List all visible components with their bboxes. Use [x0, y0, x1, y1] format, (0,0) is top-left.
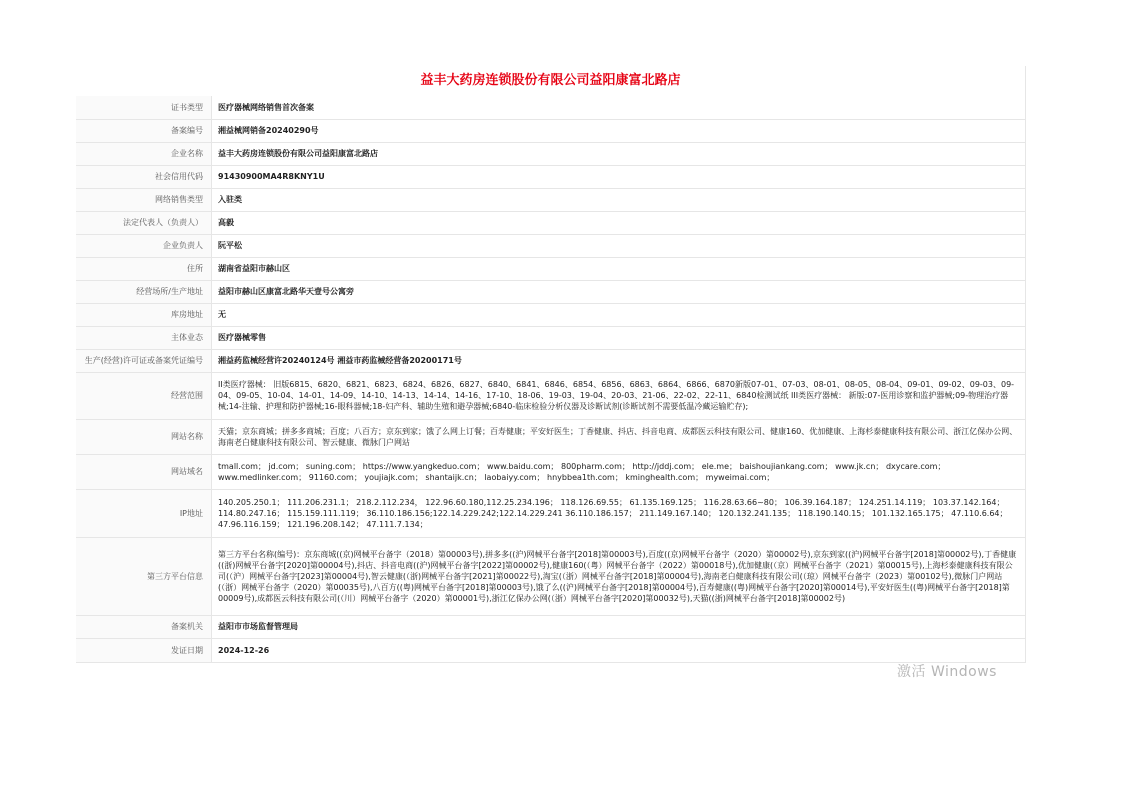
table-row: [76, 119, 1026, 142]
row-value: 医疗器械网络销售首次备案: [212, 96, 1026, 119]
info-table: [76, 96, 1026, 663]
row-label: 法定代表人（负责人）: [76, 211, 212, 234]
row-value: 益阳市赫山区康富北路华天壹号公寓旁: [212, 280, 1026, 303]
row-label: 企业名称: [76, 142, 212, 165]
table-row: [76, 537, 1026, 615]
table-row: [76, 454, 1026, 489]
row-value: 91430900MA4R8KNY1U: [212, 165, 1026, 188]
row-label: 网络销售类型: [76, 188, 212, 211]
table-row: [76, 188, 1026, 211]
table-row: [76, 280, 1026, 303]
table-row: [76, 257, 1026, 280]
row-label: 网站域名: [76, 454, 212, 489]
table-row: [76, 419, 1026, 454]
table-row: [76, 96, 1026, 119]
row-label: 社会信用代码: [76, 165, 212, 188]
row-value: 益阳市市场监督管理局: [212, 615, 1026, 638]
row-label: 住所: [76, 257, 212, 280]
row-value: 天猫；京东商城；拼多多商城；百度；八百方；京东到家；饿了么网上订餐；百寿健康；平安好医生；丁香健康、抖店、抖音电商、成都医云科技有限公司、健康160、优加健康、上海杉泰健康科技有限公司、浙江亿保办公网、海南老白健康科技有限公司、智云健康、微脉门户网站: [212, 419, 1026, 454]
table-row: [76, 349, 1026, 372]
row-label: 经营范围: [76, 372, 212, 419]
row-label: 主体业态: [76, 326, 212, 349]
row-value: 高毅: [212, 211, 1026, 234]
row-value: tmall.com； jd.com； suning.com； https://www.yangkeduo.com； www.baidu.com； 800pharm.com； http://jddj.com； ele.me； baishoujiankang.com； www.jk.cn； dxycare.com； www.medlinker.com； 91160.com； youjiajk.com； shantaijk.cn； laobaiyy.com； hnybbea1th.com； kminghealth.com； myweimai.com；: [212, 454, 1026, 489]
row-label: 第三方平台信息: [76, 537, 212, 615]
table-row: [76, 142, 1026, 165]
row-label: 发证日期: [76, 638, 212, 662]
row-value: 医疗器械零售: [212, 326, 1026, 349]
row-value: 140.205.250.1； 111.206.231.1； 218.2.112.234， 122.96.60.180,112.25.234.196； 118.126.69.55； 61.135.169.125； 116.28.63.66~80； 106.39.164.187； 124.251.14.119； 103.37.142.164； 114.80.247.16； 115.159.111.119； 36.110.186.156;122.14.229.242;122.14.229.241 36.110.186.157； 211.149.167.140； 120.132.241.135； 118.190.140.15； 101.132.165.175； 47.110.6.64； 47.96.116.159； 121.196.208.142； 47.111.7.134；: [212, 489, 1026, 537]
row-label: 经营场所/生产地址: [76, 280, 212, 303]
row-value: II类医疗器械： 旧版6815、6820、6821、6823、6824、6826、6827、6840、6841、6846、6854、6856、6863、6864、6866、6870新版07-01、07-03、08-01、08-05、08-04、09-01、09-02、09-03、09-04、09-05、10-04、14-01、14-09、14-10、14-13、14-14、14-16、17-10、18-06、19-03、19-04、20-03、21-06、22-02、22-11、6840检测试纸 III类医疗器械： 新版:07-医用诊察和监护器械;09-物理治疗器械;14-注输、护理和防护器械;16-眼科器械;18-妇产科、辅助生殖和避孕器械;6840-临床检验分析仪器及诊断试剂(诊断试剂不需要低温冷藏运输贮存);: [212, 372, 1026, 419]
row-label: 生产(经营)许可证或备案凭证编号: [76, 349, 212, 372]
row-value: 湘益药监械经营许20240124号 湘益市药监械经营备20200171号: [212, 349, 1026, 372]
row-value: 湘益械网销备20240290号: [212, 119, 1026, 142]
windows-activation-watermark: 激活 Windows: [897, 664, 997, 680]
row-label: IP地址: [76, 489, 212, 537]
table-row: [76, 303, 1026, 326]
row-label: 企业负责人: [76, 234, 212, 257]
table-row: [76, 326, 1026, 349]
row-label: 库房地址: [76, 303, 212, 326]
row-value: 入驻类: [212, 188, 1026, 211]
row-label: 证书类型: [76, 96, 212, 119]
table-row: [76, 372, 1026, 419]
table-row: [76, 489, 1026, 537]
row-label: 网站名称: [76, 419, 212, 454]
table-row: [76, 638, 1026, 662]
table-row: [76, 211, 1026, 234]
table-row: [76, 615, 1026, 638]
row-value: 无: [212, 303, 1026, 326]
row-value: 益丰大药房连锁股份有限公司益阳康富北路店: [212, 142, 1026, 165]
row-label: 备案机关: [76, 615, 212, 638]
certificate-sheet: [76, 66, 1026, 663]
row-value: 2024-12-26: [212, 638, 1026, 662]
row-value: 湖南省益阳市赫山区: [212, 257, 1026, 280]
row-label: 备案编号: [76, 119, 212, 142]
table-row: [76, 165, 1026, 188]
row-value: 阮平松: [212, 234, 1026, 257]
page-title: 益丰大药房连锁股份有限公司益阳康富北路店: [76, 66, 1026, 96]
row-value: 第三方平台名称(编号)：京东商城((京)网械平台备字（2018）第00003号),拼多多((沪)网械平台备字[2018]第00003号),百度((京)网械平台备字（2020）第00002号),京东到家((沪)网械平台备字[2018]第00002号),丁香健康((浙)网械平台备字[2020]第00004号),抖店、抖音电商((沪)网械平台备字[2022]第00002号),健康160(（粤）网械平台备字（2022）第00018号),优加健康(（京）网械平台备字（2021）第00015号),上海杉泰健康科技有限公司(（沪）网械平台备字[2023]第00004号),智云健康(（浙)网械平台备字[2021]第00022号),淘宝(（浙）网械平台备字[2018]第00004号),海南老白健康科技有限公司(（琼）网械平台备字（2023）第00102号),微脉门户网站(（浙）网械平台备字（2020）第00035号),八百方((粤)网械平台备字[2018]第00003号),饿了么((沪)网械平台备字[2018]第00004号),百寿健康((粤)网械平台备字[2020]第00014号),平安好医生((粤)网械平台备字[2018]第00009号),成都医云科技有限公司(（川）网械平台备字（2020）第00001号),浙江亿保办公网(（浙）网械平台备字[2020]第00032号),天猫((浙)网械平台备字[2018]第00002号): [212, 537, 1026, 615]
table-row: [76, 234, 1026, 257]
